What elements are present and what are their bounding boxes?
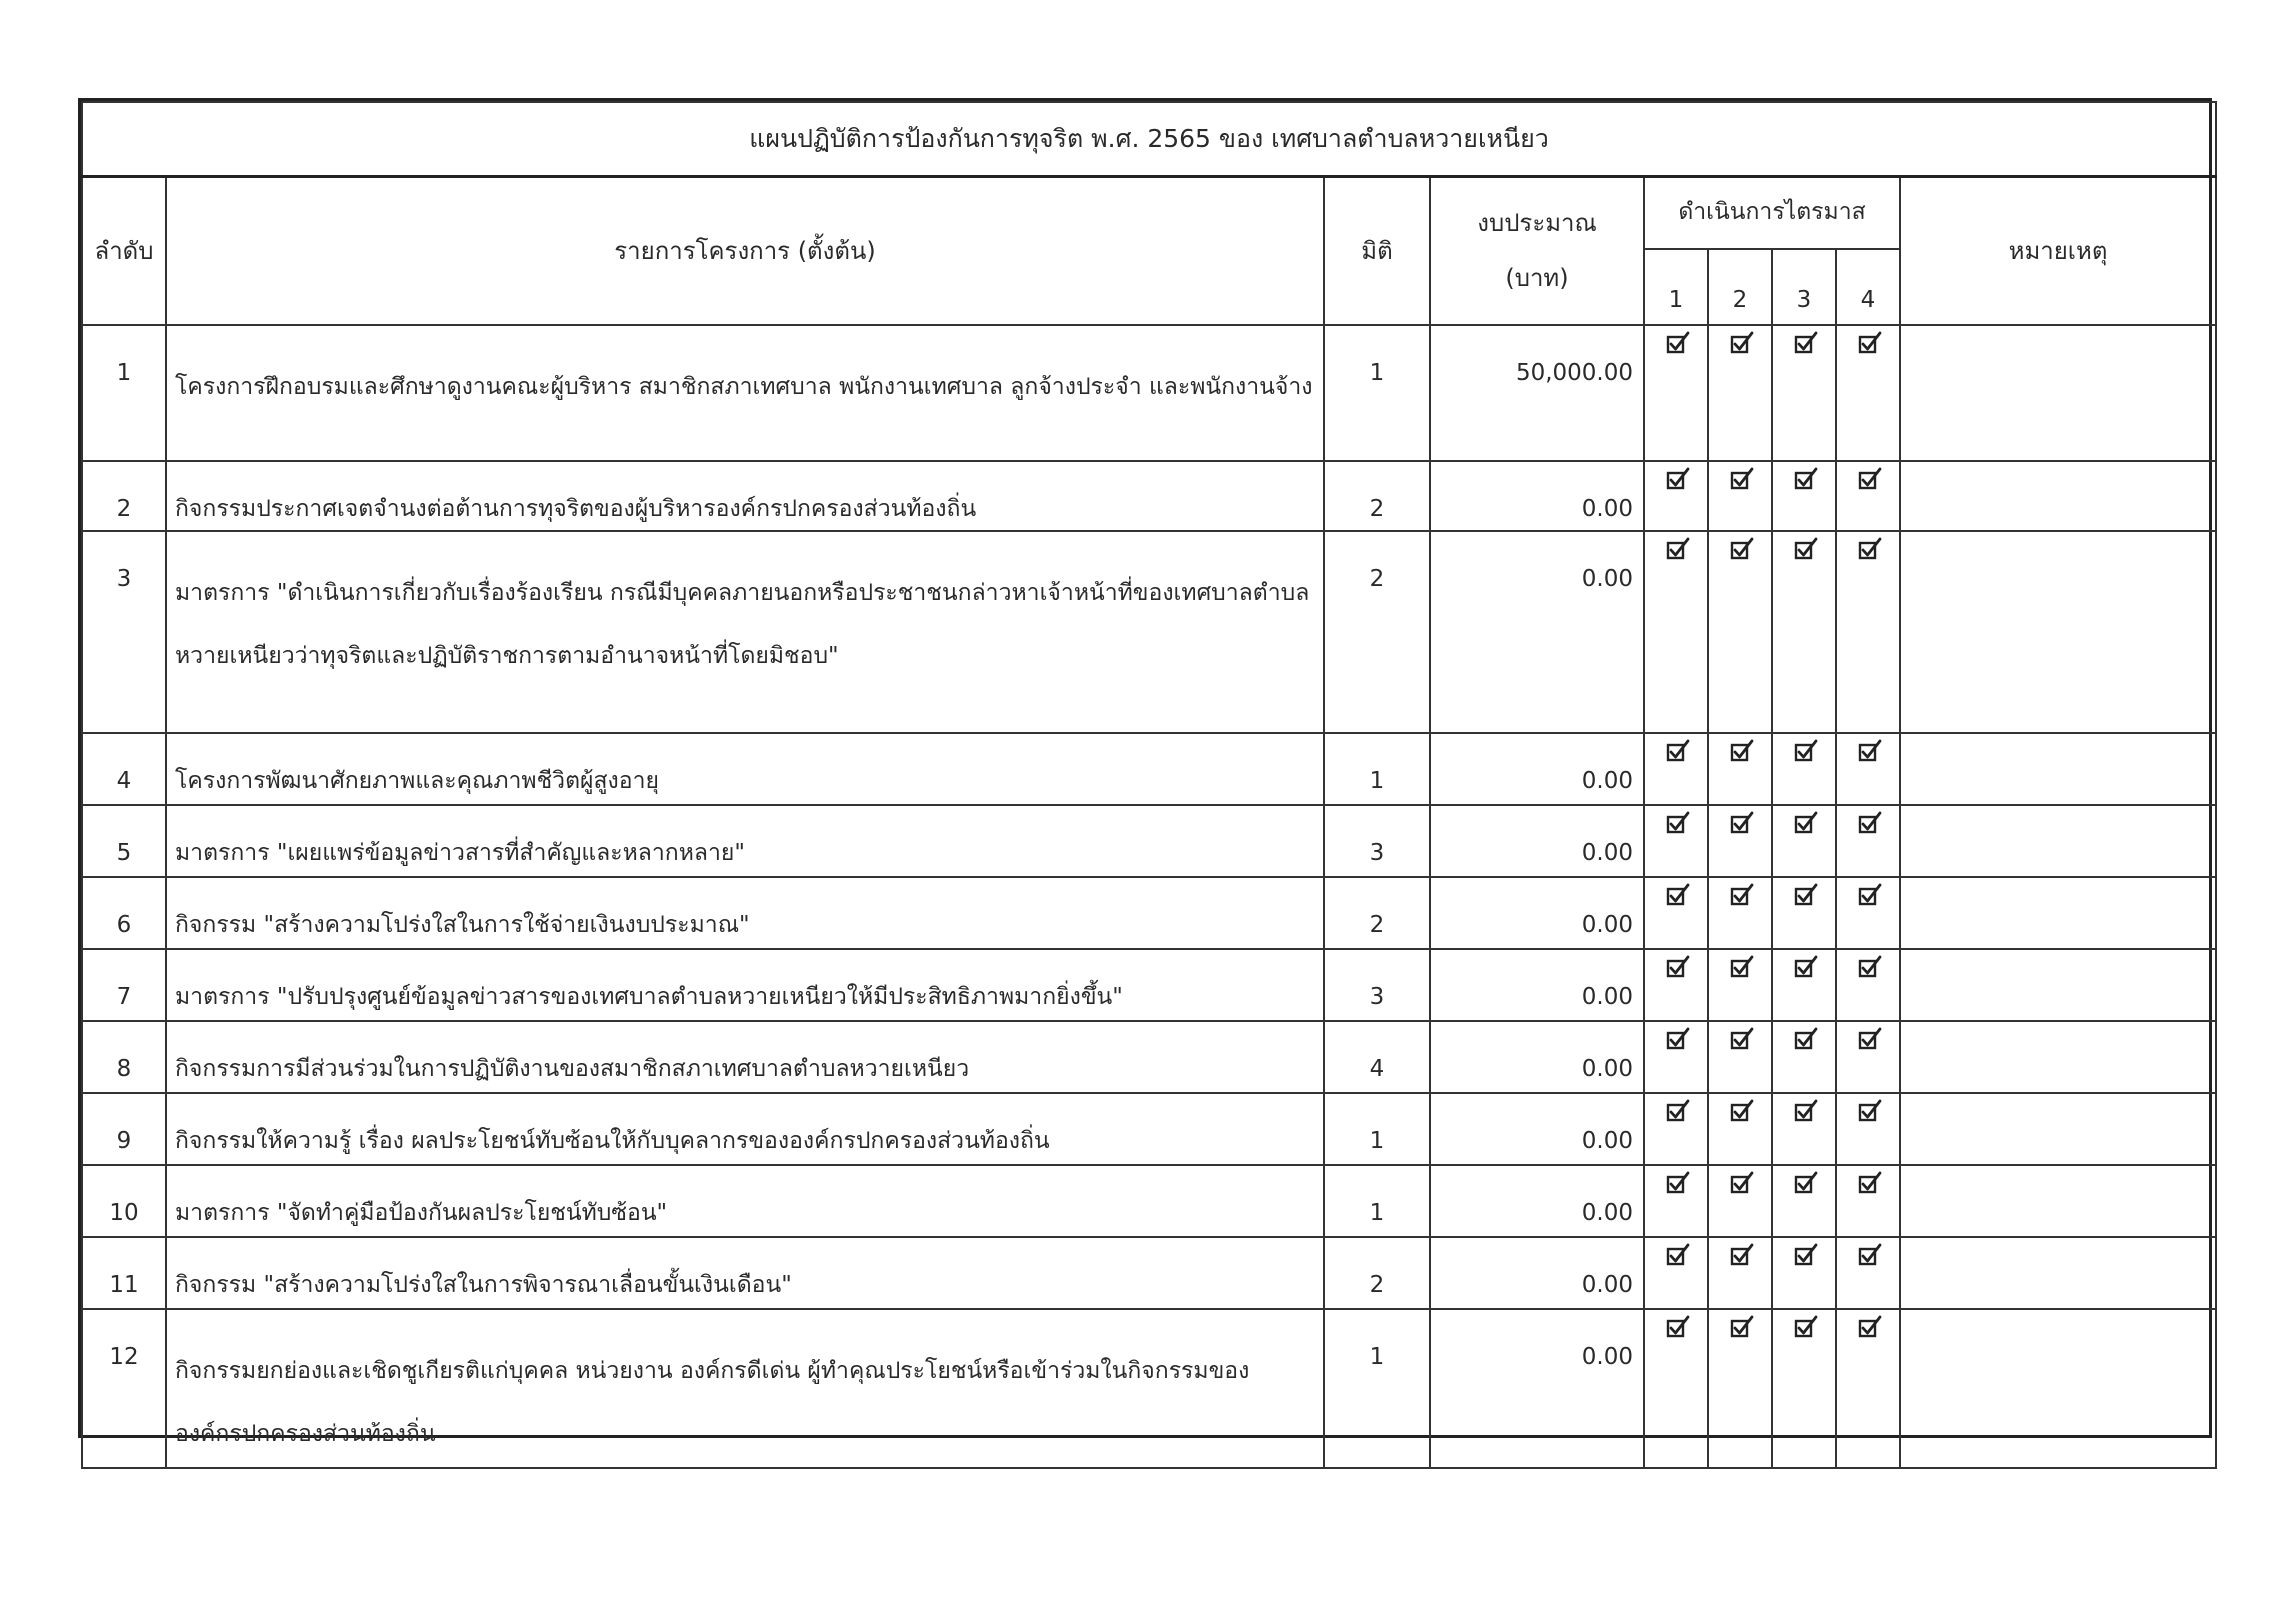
row-q1	[1644, 531, 1708, 733]
row-q4	[1836, 949, 1900, 1021]
header-remark: หมายเหตุ	[1900, 177, 2216, 326]
plan-table-frame	[78, 98, 2212, 1448]
header-q3: 3	[1772, 249, 1836, 325]
row-budget: 0.00	[1430, 877, 1644, 949]
row-number: 6	[82, 877, 166, 949]
row-q2	[1708, 1165, 1772, 1237]
row-dimension: 1	[1324, 1309, 1430, 1468]
table-row	[82, 949, 2216, 1021]
table-row	[82, 805, 2216, 877]
checked-box-icon	[1793, 1098, 1815, 1120]
checked-box-icon	[1665, 1170, 1687, 1192]
row-q1	[1644, 1309, 1708, 1468]
row-q3	[1772, 1021, 1836, 1093]
row-project-name: มาตรการ "ปรับปรุงศูนย์ข้อมูลข่าวสารของเทศบาลตำบลหวายเหนียวให้มีประสิทธิภาพมากยิ่งขึ้น"	[166, 949, 1324, 1021]
row-q1	[1644, 1093, 1708, 1165]
row-project-name: โครงการพัฒนาศักยภาพและคุณภาพชีวิตผู้สูงอายุ	[166, 733, 1324, 805]
header-quarter-group: ดำเนินการไตรมาส	[1644, 177, 1900, 250]
table-row	[82, 461, 2216, 531]
row-q3	[1772, 461, 1836, 531]
checked-box-icon	[1857, 1098, 1879, 1120]
row-number: 2	[82, 461, 166, 531]
row-budget: 0.00	[1430, 1093, 1644, 1165]
row-project-name: โครงการฝึกอบรมและศึกษาดูงานคณะผู้บริหาร สมาชิกสภาเทศบาล พนักงานเทศบาล ลูกจ้างประจำ และพนักงานจ้าง	[166, 325, 1324, 461]
checked-box-icon	[1857, 954, 1879, 976]
checked-box-icon	[1793, 738, 1815, 760]
checked-box-icon	[1729, 466, 1751, 488]
row-q1	[1644, 805, 1708, 877]
checked-box-icon	[1729, 1026, 1751, 1048]
row-q1	[1644, 461, 1708, 531]
row-budget: 0.00	[1430, 461, 1644, 531]
row-remark	[1900, 1165, 2216, 1237]
row-number: 5	[82, 805, 166, 877]
table-row	[82, 325, 2216, 461]
checked-box-icon	[1793, 882, 1815, 904]
plan-table	[81, 101, 2217, 1469]
row-q4	[1836, 733, 1900, 805]
row-dimension: 2	[1324, 461, 1430, 531]
header-budget-line1: งบประมาณ	[1477, 208, 1597, 237]
row-q4	[1836, 1309, 1900, 1468]
header-no: ลำดับ	[82, 177, 166, 326]
row-q1	[1644, 325, 1708, 461]
checked-box-icon	[1665, 810, 1687, 832]
row-budget: 0.00	[1430, 733, 1644, 805]
checked-box-icon	[1729, 882, 1751, 904]
table-row	[82, 531, 2216, 733]
checked-box-icon	[1729, 1098, 1751, 1120]
row-q3	[1772, 733, 1836, 805]
checked-box-icon	[1857, 738, 1879, 760]
row-budget: 0.00	[1430, 805, 1644, 877]
checked-box-icon	[1729, 738, 1751, 760]
row-q3	[1772, 1093, 1836, 1165]
row-dimension: 1	[1324, 733, 1430, 805]
row-q4	[1836, 1165, 1900, 1237]
row-q2	[1708, 461, 1772, 531]
header-q2: 2	[1708, 249, 1772, 325]
checked-box-icon	[1665, 1098, 1687, 1120]
checked-box-icon	[1857, 466, 1879, 488]
checked-box-icon	[1665, 466, 1687, 488]
checked-box-icon	[1793, 1242, 1815, 1264]
row-number: 11	[82, 1237, 166, 1309]
row-q4	[1836, 531, 1900, 733]
checked-box-icon	[1665, 536, 1687, 558]
row-number: 4	[82, 733, 166, 805]
checked-box-icon	[1793, 1170, 1815, 1192]
row-number: 12	[82, 1309, 166, 1468]
row-number: 1	[82, 325, 166, 461]
row-q3	[1772, 1237, 1836, 1309]
checked-box-icon	[1665, 1242, 1687, 1264]
checked-box-icon	[1665, 1026, 1687, 1048]
header-budget-line2: (บาท)	[1505, 264, 1569, 292]
row-project-name: กิจกรรมการมีส่วนร่วมในการปฏิบัติงานของสมาชิกสภาเทศบาลตำบลหวายเหนียว	[166, 1021, 1324, 1093]
row-remark	[1900, 1237, 2216, 1309]
row-q1	[1644, 949, 1708, 1021]
row-q3	[1772, 325, 1836, 461]
checked-box-icon	[1857, 330, 1879, 352]
row-dimension: 2	[1324, 531, 1430, 733]
row-q1	[1644, 733, 1708, 805]
checked-box-icon	[1793, 466, 1815, 488]
checked-box-icon	[1857, 810, 1879, 832]
checked-box-icon	[1729, 1170, 1751, 1192]
row-q4	[1836, 877, 1900, 949]
row-q2	[1708, 1309, 1772, 1468]
plan-rows	[82, 325, 2216, 1468]
document-title: แผนปฏิบัติการป้องกันการทุจริต พ.ศ. 2565 ของ เทศบาลตำบลหวายเหนียว	[82, 102, 2216, 177]
row-q3	[1772, 877, 1836, 949]
row-dimension: 2	[1324, 1237, 1430, 1309]
row-project-name: กิจกรรมยกย่องและเชิดชูเกียรติแก่บุคคล หน่วยงาน องค์กรดีเด่น ผู้ทำคุณประโยชน์หรือเข้าร่วมในกิจกรรมขององค์กรปกครองส่วนท้องถิ่น	[166, 1309, 1324, 1468]
checked-box-icon	[1793, 954, 1815, 976]
header-q4: 4	[1836, 249, 1900, 325]
table-row	[82, 733, 2216, 805]
checked-box-icon	[1857, 882, 1879, 904]
row-dimension: 3	[1324, 949, 1430, 1021]
header-dimension: มิติ	[1324, 177, 1430, 326]
row-project-name: กิจกรรม "สร้างความโปร่งใสในการใช้จ่ายเงินงบประมาณ"	[166, 877, 1324, 949]
checked-box-icon	[1665, 882, 1687, 904]
checked-box-icon	[1857, 1314, 1879, 1336]
row-budget: 50,000.00	[1430, 325, 1644, 461]
checked-box-icon	[1729, 330, 1751, 352]
row-dimension: 2	[1324, 877, 1430, 949]
row-q2	[1708, 1237, 1772, 1309]
row-remark	[1900, 733, 2216, 805]
checked-box-icon	[1665, 738, 1687, 760]
checked-box-icon	[1857, 1170, 1879, 1192]
row-q3	[1772, 1165, 1836, 1237]
row-q4	[1836, 1021, 1900, 1093]
row-q4	[1836, 1093, 1900, 1165]
checked-box-icon	[1793, 1026, 1815, 1048]
checked-box-icon	[1793, 536, 1815, 558]
row-number: 8	[82, 1021, 166, 1093]
row-project-name: กิจกรรมประกาศเจตจำนงต่อต้านการทุจริตของผู้บริหารองค์กรปกครองส่วนท้องถิ่น	[166, 461, 1324, 531]
row-project-name: มาตรการ "เผยแพร่ข้อมูลข่าวสารที่สำคัญและหลากหลาย"	[166, 805, 1324, 877]
checked-box-icon	[1665, 1314, 1687, 1336]
row-q1	[1644, 1021, 1708, 1093]
checked-box-icon	[1665, 954, 1687, 976]
table-row	[82, 1165, 2216, 1237]
checked-box-icon	[1665, 330, 1687, 352]
row-number: 10	[82, 1165, 166, 1237]
checked-box-icon	[1729, 1314, 1751, 1336]
row-q2	[1708, 325, 1772, 461]
checked-box-icon	[1793, 330, 1815, 352]
table-row	[82, 1021, 2216, 1093]
row-q2	[1708, 1093, 1772, 1165]
row-q4	[1836, 461, 1900, 531]
row-remark	[1900, 461, 2216, 531]
row-dimension: 4	[1324, 1021, 1430, 1093]
row-remark	[1900, 805, 2216, 877]
header-budget	[1430, 177, 1644, 326]
row-q3	[1772, 1309, 1836, 1468]
row-q4	[1836, 325, 1900, 461]
row-budget: 0.00	[1430, 1165, 1644, 1237]
row-remark	[1900, 877, 2216, 949]
row-budget: 0.00	[1430, 1309, 1644, 1468]
row-remark	[1900, 1021, 2216, 1093]
table-row	[82, 1309, 2216, 1468]
row-remark	[1900, 531, 2216, 733]
header-q1: 1	[1644, 249, 1708, 325]
row-q3	[1772, 949, 1836, 1021]
checked-box-icon	[1857, 1242, 1879, 1264]
row-q2	[1708, 805, 1772, 877]
row-budget: 0.00	[1430, 1237, 1644, 1309]
checked-box-icon	[1793, 1314, 1815, 1336]
row-remark	[1900, 325, 2216, 461]
checked-box-icon	[1729, 810, 1751, 832]
row-project-name: กิจกรรมให้ความรู้ เรื่อง ผลประโยชน์ทับซ้อนให้กับบุคลากรขององค์กรปกครองส่วนท้องถิ่น	[166, 1093, 1324, 1165]
row-q3	[1772, 531, 1836, 733]
header-project: รายการโครงการ (ตั้งต้น)	[166, 177, 1324, 326]
row-q1	[1644, 1237, 1708, 1309]
table-row	[82, 1237, 2216, 1309]
row-remark	[1900, 949, 2216, 1021]
row-project-name: กิจกรรม "สร้างความโปร่งใสในการพิจารณาเลื่อนขั้นเงินเดือน"	[166, 1237, 1324, 1309]
row-budget: 0.00	[1430, 1021, 1644, 1093]
table-row	[82, 1093, 2216, 1165]
checked-box-icon	[1793, 810, 1815, 832]
checked-box-icon	[1729, 536, 1751, 558]
checked-box-icon	[1729, 1242, 1751, 1264]
row-q2	[1708, 733, 1772, 805]
checked-box-icon	[1729, 954, 1751, 976]
row-q2	[1708, 877, 1772, 949]
row-dimension: 1	[1324, 1093, 1430, 1165]
row-q4	[1836, 805, 1900, 877]
row-q2	[1708, 1021, 1772, 1093]
row-remark	[1900, 1093, 2216, 1165]
checked-box-icon	[1857, 536, 1879, 558]
row-budget: 0.00	[1430, 531, 1644, 733]
table-row	[82, 877, 2216, 949]
row-dimension: 3	[1324, 805, 1430, 877]
row-dimension: 1	[1324, 325, 1430, 461]
row-q2	[1708, 949, 1772, 1021]
row-project-name: มาตรการ "ดำเนินการเกี่ยวกับเรื่องร้องเรียน กรณีมีบุคคลภายนอกหรือประชาชนกล่าวหาเจ้าหน้าที่ของเทศบาลตำบลหวายเหนียวว่าทุจริตและปฏิบัติราชการตามอำนาจหน้าที่โดยมิชอบ"	[166, 531, 1324, 733]
checked-box-icon	[1857, 1026, 1879, 1048]
row-q1	[1644, 1165, 1708, 1237]
row-remark	[1900, 1309, 2216, 1468]
row-dimension: 1	[1324, 1165, 1430, 1237]
row-q4	[1836, 1237, 1900, 1309]
row-number: 3	[82, 531, 166, 733]
row-number: 9	[82, 1093, 166, 1165]
row-q3	[1772, 805, 1836, 877]
row-number: 7	[82, 949, 166, 1021]
row-project-name: มาตรการ "จัดทำคู่มือป้องกันผลประโยชน์ทับซ้อน"	[166, 1165, 1324, 1237]
row-q1	[1644, 877, 1708, 949]
row-q2	[1708, 531, 1772, 733]
row-budget: 0.00	[1430, 949, 1644, 1021]
